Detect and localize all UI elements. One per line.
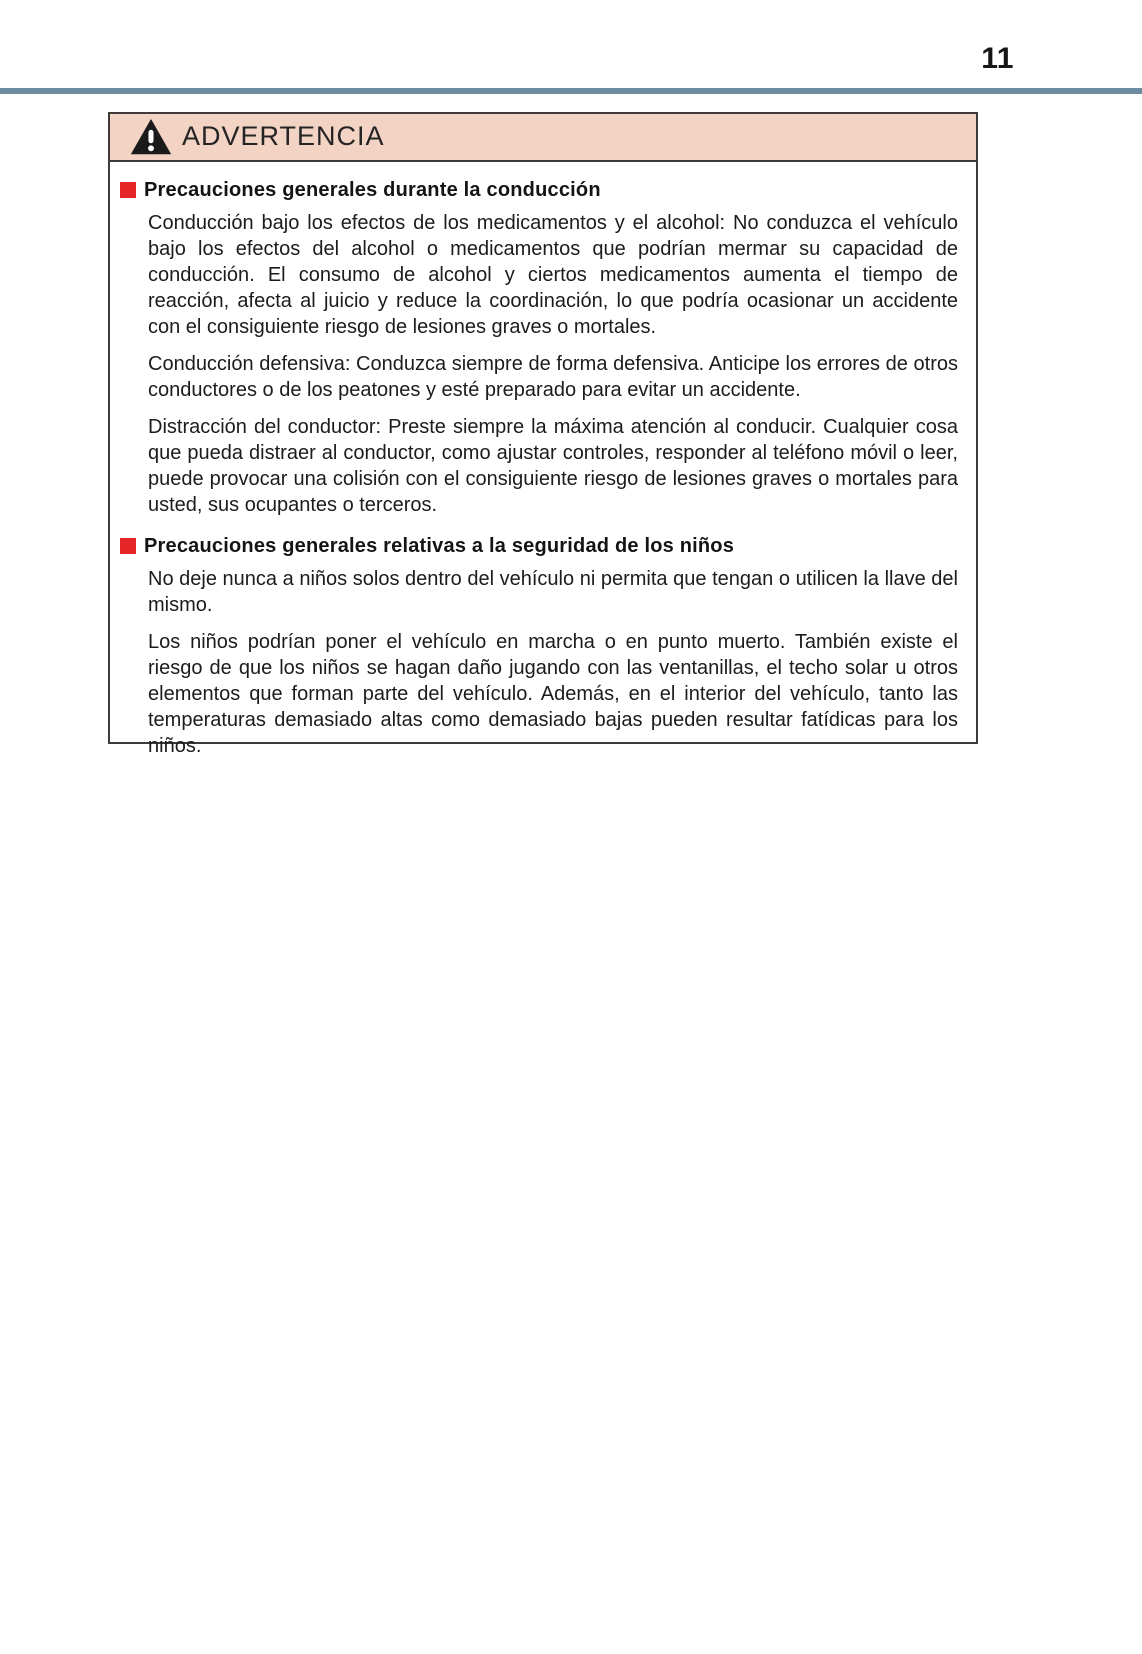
paragraph-driver-distraction: Distracción del conductor: Preste siempre la máxima atención al conducir. Cualquier cosa que pueda distraer al conductor, como ajustar controles, responder al teléfono móvil o leer, puede provocar una colisión con el consiguiente riesgo de lesiones graves o mortales para usted, sus ocupantes o terceros. <box>148 416 958 516</box>
warning-box <box>108 112 978 757</box>
paragraph-children-alone: No deje nunca a niños solos dentro del vehículo ni permita que tengan o utilicen la llave del mismo. <box>148 568 958 616</box>
red-square-bullet-icon <box>120 182 136 198</box>
warning-triangle-icon <box>130 118 172 156</box>
warning-title: ADVERTENCIA <box>182 120 385 151</box>
header-divider-rule <box>0 88 1142 94</box>
section-heading-driving <box>118 178 958 202</box>
page-number: 11 <box>981 42 1014 75</box>
section-heading-children <box>118 534 958 558</box>
paragraph-children-risks: Los niños podrían poner el vehículo en marcha o en punto muerto. También existe el riesgo de que los niños se hagan daño jugando con las ventanillas, el techo solar u otros elementos que forman parte del vehículo. Además, en el interior del vehículo, tanto las temperaturas demasiado altas como demasiado bajas pueden resultar fatídicas para los niños. <box>148 631 958 757</box>
warning-content <box>110 162 976 779</box>
section-heading-text: Precauciones generales durante la conducción <box>144 179 601 201</box>
paragraph-defensive-driving: Conducción defensiva: Conduzca siempre de forma defensiva. Anticipe los errores de otros conductores o de los peatones y esté preparado para evitar un accidente. <box>148 353 958 401</box>
paragraph-medications-alcohol: Conducción bajo los efectos de los medicamentos y el alcohol: No conduzca el vehículo bajo los efectos del alcohol o medicamentos que podrían mermar su capacidad de conducción. El consumo de alcohol y ciertos medicamentos aumenta el tiempo de reacción, afecta al juicio y reduce la coordinación, lo que podría ocasionar un accidente con el consiguiente riesgo de lesiones graves o mortales. <box>148 212 958 338</box>
section-heading-text: Precauciones generales relativas a la seguridad de los niños <box>144 535 735 557</box>
red-square-bullet-icon <box>120 538 136 554</box>
warning-header <box>110 114 976 162</box>
